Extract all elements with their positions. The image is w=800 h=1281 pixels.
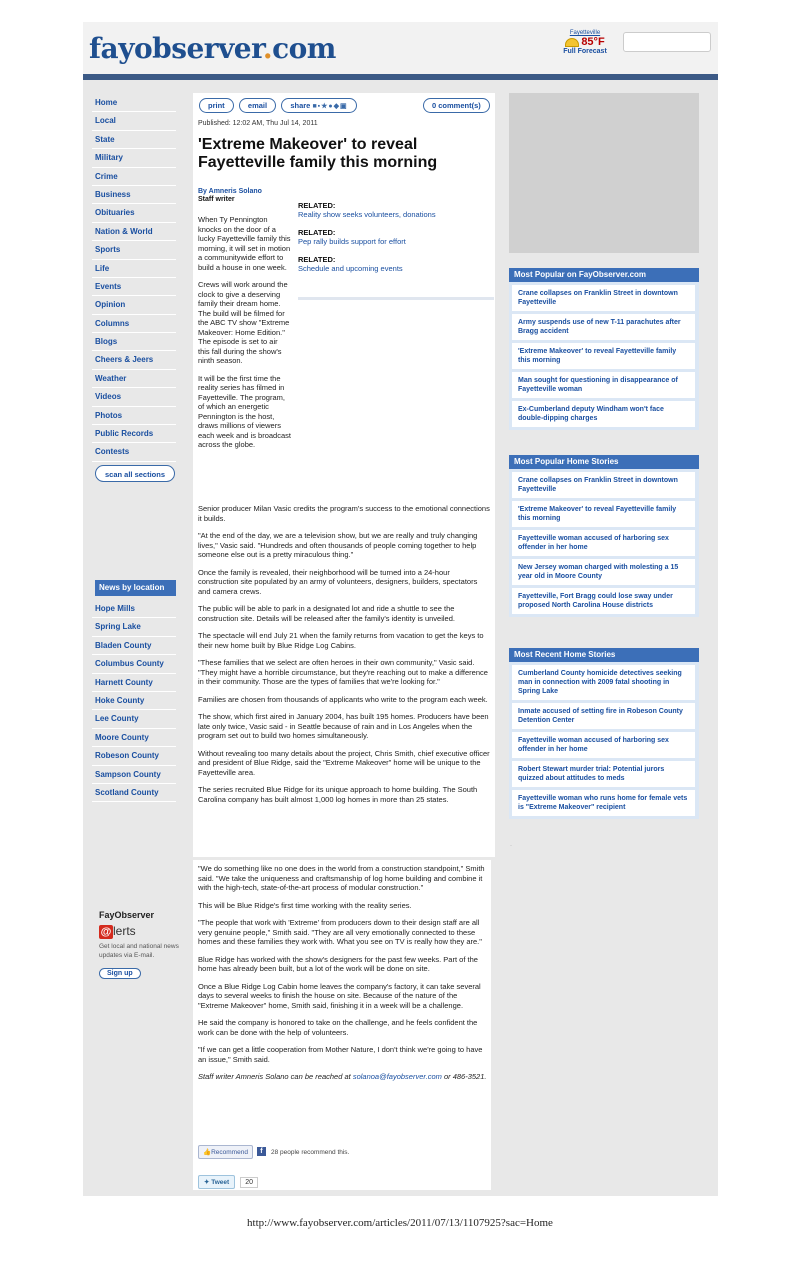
alerts-word: lerts: [113, 924, 136, 938]
signup-button[interactable]: Sign up: [99, 968, 141, 979]
nav-item-photos[interactable]: Photos: [92, 407, 176, 425]
weather-temp: 85°F: [581, 36, 605, 48]
article-paragraph: "We do something like no one does in the world from a construction standpoint," Smith said. "We take the uniqueness and craftsmanship of log home building and combine it with the high-tech, state-of-the-art process of modular construction.": [198, 864, 485, 892]
related-label: RELATED:: [298, 228, 336, 237]
related-item: [298, 228, 488, 246]
recommend-count: 28 people recommend this.: [270, 1149, 350, 1156]
recent-home-list: [509, 665, 699, 816]
byline-role: Staff writer: [198, 196, 235, 203]
location-item-scotland-county[interactable]: Scotland County: [92, 784, 176, 802]
article-paragraph: The series recruited Blue Ridge for its unique approach to home building. The South Carolina company has built almost 1,000 log homes in more than 25 states.: [198, 785, 478, 804]
story-link[interactable]: Man sought for questioning in disappearance of Fayetteville woman: [512, 372, 695, 398]
partly-cloudy-icon: [565, 38, 579, 47]
site-logo[interactable]: [89, 32, 336, 65]
article-paragraph: When Ty Pennington knocks on the door of a lucky Fayetteville family this morning, it will set in motion a communitywide effort to build a house in one week.: [198, 215, 291, 272]
nav-item-life[interactable]: Life: [92, 260, 176, 278]
twitter-bird-icon: ✦: [204, 1179, 210, 1186]
article-paragraph: Blue Ridge has worked with the show's designers for the past few weeks. Part of the home has already been built, but a lot of the work will be done on site.: [198, 954, 478, 973]
article-paragraph: "These families that we select are often heroes in their own community," Vasic said. "They might have a horrible circumstance, but they're reaching out to make a difference in their community. Those are the types of families that we're looking for.": [198, 658, 488, 686]
story-link[interactable]: Army suspends use of new T-11 parachutes after Bragg accident: [512, 314, 695, 340]
share-label: share: [290, 101, 311, 110]
scan-all-sections-button[interactable]: scan all sections: [95, 465, 175, 482]
alerts-description: Get local and national news updates via E-mail.: [99, 943, 179, 959]
article-paragraph: Without revealing too many details about the project, Chris Smith, chief executive officer and president of Blue Ridge, said the "Extreme Makeover" home will be unique to the Fayetteville area.: [198, 748, 490, 777]
story-link[interactable]: Fayetteville, Fort Bragg could lose sway under proposed North Carolina House districts: [512, 588, 695, 614]
location-nav: [92, 600, 176, 802]
comments-button[interactable]: 0 comment(s): [423, 98, 490, 113]
contact-prefix: Staff writer Amneris Solano can be reached at: [198, 1072, 353, 1081]
at-icon: @: [100, 926, 112, 938]
location-item-harnett-county[interactable]: Harnett County: [92, 674, 176, 692]
alerts-brand: FayObserver: [99, 910, 155, 920]
nav-item-events[interactable]: Events: [92, 278, 176, 296]
related-divider: [298, 297, 494, 300]
story-link[interactable]: Ex-Cumberland deputy Windham won't face double-dipping charges: [512, 401, 695, 427]
nav-item-cheers-jeers[interactable]: Cheers & Jeers: [92, 351, 176, 369]
nav-item-videos[interactable]: Videos: [92, 388, 176, 406]
page-url: http://www.fayobserver.com/articles/2011/07/13/1107925?sac=Home: [247, 1217, 553, 1229]
article-body: [198, 504, 490, 812]
related-item: [298, 255, 488, 273]
contact-suffix: or 486-3521.: [441, 1072, 487, 1081]
popular-home-section: [509, 455, 699, 617]
article-body-continued: [198, 864, 488, 1090]
story-link[interactable]: Fayetteville woman accused of harboring sex offender in her home: [512, 732, 695, 758]
nav-item-columns[interactable]: Columns: [92, 315, 176, 333]
weather-city[interactable]: Fayetteville: [569, 30, 601, 36]
popular-home-title: Most Popular Home Stories: [509, 455, 699, 469]
top-nav-bar: [83, 74, 718, 80]
article-paragraph: Families are chosen from thousands of applicants who write to the program each week.: [198, 694, 488, 704]
tweet-widget: [198, 1175, 258, 1189]
article-paragraph: "At the end of the day, we are a television show, but we are really and truly changing lives," Vasic said. "Hundreds and often thousands of people coming together to help someone else out is a pretty miraculous thing.": [198, 531, 478, 559]
article-paragraph: "The people that work with 'Extreme' from producers down to their design staff are all very genuine people," Smith said. "They are all very emotionally connected to these homes and these families they work with. What you see on TV is really how they are.": [198, 918, 482, 946]
advertisement[interactable]: [509, 93, 699, 253]
article-paragraph: Once a Blue Ridge Log Cabin home leaves the company's factory, it can take several days to several weeks to finish the house on site. Because of the nature of the "Extreme Makeover" home, Smith said, finishing it in a week will be a challenge.: [198, 981, 481, 1010]
nav-item-sports[interactable]: Sports: [92, 241, 176, 259]
location-item-columbus-county[interactable]: Columbus County: [92, 655, 176, 673]
byline-author[interactable]: By Amneris Solano: [198, 188, 262, 195]
article-paragraph: Senior producer Milan Vasic credits the program's success to the emotional connections it builds.: [198, 504, 490, 523]
site-header: [83, 22, 718, 74]
nav-item-state[interactable]: State: [92, 131, 176, 149]
related-label: RELATED:: [298, 255, 336, 264]
article-paragraph: "If we can get a little cooperation from Mother Nature, I don't think we're going to have an issue," Smith said.: [198, 1045, 483, 1064]
location-item-spring-lake[interactable]: Spring Lake: [92, 618, 176, 636]
story-link[interactable]: Crane collapses on Franklin Street in downtown Fayetteville: [512, 472, 695, 498]
location-item-sampson-county[interactable]: Sampson County: [92, 766, 176, 784]
full-forecast-link[interactable]: Full Forecast: [563, 48, 607, 55]
search-input[interactable]: [623, 32, 711, 52]
story-link[interactable]: Fayetteville woman who runs home for female vets is "Extreme Makeover" recipient: [512, 790, 695, 816]
byline: [198, 188, 262, 203]
tweet-count: 20: [240, 1177, 258, 1188]
article-paragraph: The spectacle will end July 21 when the family returns from vacation to get the keys to their new home built by Blue Ridge Log Cabins.: [198, 631, 484, 650]
news-by-location-header: News by location: [95, 580, 176, 596]
logo-main: fayobserver: [89, 32, 263, 65]
nav-item-business[interactable]: Business: [92, 186, 176, 204]
share-icons[interactable]: ■▪★●◆▣: [312, 103, 348, 110]
logo-tld: com: [272, 32, 336, 65]
section-nav: [92, 94, 176, 462]
most-popular-list: [509, 285, 699, 427]
location-item-moore-county[interactable]: Moore County: [92, 729, 176, 747]
email-alerts-widget: [99, 910, 179, 979]
contact-line: [198, 1072, 488, 1082]
related-link[interactable]: Schedule and upcoming events: [298, 264, 403, 273]
location-item-robeson-county[interactable]: Robeson County: [92, 747, 176, 765]
article-paragraph: The public will be able to park in a designated lot and ride a shuttle to see the construction site. Details will be released after the family's identity is unveiled.: [198, 604, 455, 623]
article-toolbar: [199, 98, 360, 113]
article-paragraph: It will be the first time the reality series has filmed in Fayetteville. The program, of which an energetic Pennington is the host, draws millions of viewers each week and is broadcast across the globe.: [198, 373, 291, 449]
location-item-hoke-county[interactable]: Hoke County: [92, 692, 176, 710]
nav-item-public-records[interactable]: Public Records: [92, 425, 176, 443]
nav-item-home[interactable]: Home: [92, 94, 176, 112]
share-button[interactable]: [281, 98, 356, 113]
nav-item-nation-world[interactable]: Nation & World: [92, 223, 176, 241]
nav-item-weather[interactable]: Weather: [92, 370, 176, 388]
facebook-recommend: [198, 1145, 349, 1159]
nav-item-crime[interactable]: Crime: [92, 168, 176, 186]
alerts-logo: [99, 924, 179, 939]
nav-item-opinion[interactable]: Opinion: [92, 296, 176, 314]
nav-item-contests[interactable]: Contests: [92, 443, 176, 461]
location-item-hope-mills[interactable]: Hope Mills: [92, 600, 176, 618]
tweet-button[interactable]: [198, 1175, 235, 1189]
thumbs-up-icon: 👍: [203, 1149, 212, 1156]
email-button[interactable]: email: [239, 98, 276, 113]
article-panel: [193, 93, 495, 857]
recent-home-section: [509, 648, 699, 819]
story-link[interactable]: Robert Stewart murder trial: Potential jurors quizzed about attitudes to meds: [512, 761, 695, 787]
article-paragraph: Once the family is revealed, their neighborhood will be turned into a 24-hour construction site populated by an army of volunteers, designers, builders, spectators and camera crews.: [198, 567, 478, 596]
article-paragraph: This will be Blue Ridge's first time working with the reality series.: [198, 900, 412, 910]
print-button[interactable]: print: [199, 98, 234, 113]
facebook-icon: f: [257, 1147, 266, 1156]
story-link[interactable]: 'Extreme Makeover' to reveal Fayetteville family this morning: [512, 501, 695, 527]
article-paragraph: The show, which first aired in January 2004, has built 195 homes. Producers have been late only twice, Vasic said - in Seattle because of rain and in Los Angeles when the program set out to build two homes simultaneously.: [198, 712, 489, 740]
story-link[interactable]: 'Extreme Makeover' to reveal Fayetteville family this morning: [512, 343, 695, 369]
story-link[interactable]: New Jersey woman charged with molesting a 15 year old in Moore County: [512, 559, 695, 585]
published-date: Published: 12:02 AM, Thu Jul 14, 2011: [198, 120, 318, 127]
tweet-label: Tweet: [211, 1179, 230, 1186]
related-links: [298, 201, 488, 282]
story-link[interactable]: Crane collapses on Franklin Street in downtown Fayetteville: [512, 285, 695, 311]
article-headline: 'Extreme Makeover' to reveal Fayetteville family this morning: [198, 136, 438, 171]
contact-email[interactable]: solanoa@fayobserver.com: [352, 1072, 442, 1081]
recommend-button[interactable]: [198, 1145, 253, 1159]
weather-widget[interactable]: [555, 30, 615, 55]
story-link[interactable]: Fayetteville woman accused of harboring sex offender in her home: [512, 530, 695, 556]
recommend-label: Recommend: [211, 1149, 248, 1156]
recent-home-title: Most Recent Home Stories: [509, 648, 699, 662]
most-popular-title: Most Popular on FayObserver.com: [509, 268, 699, 282]
popular-home-list: [509, 472, 699, 614]
article-paragraph: Crews will work around the clock to give a deserving family their dream home. The build will be filmed for the ABC TV show "Extreme Makeover: Home Edition." The episode is set to air this fall during the show's ninth season.: [198, 280, 290, 365]
article-body-narrow: [198, 215, 291, 458]
related-item: [298, 201, 488, 219]
story-link[interactable]: Inmate accused of setting fire in Robeson County Detention Center: [512, 703, 695, 729]
location-item-bladen-county[interactable]: Bladen County: [92, 637, 176, 655]
nav-item-blogs[interactable]: Blogs: [92, 333, 176, 351]
related-link[interactable]: Pep rally builds support for effort: [298, 237, 406, 246]
story-link[interactable]: Cumberland County homicide detectives seeking man in connection with 2009 fatal shooting in Spring Lake: [512, 665, 695, 700]
related-label: RELATED:: [298, 201, 336, 210]
nav-item-obituaries[interactable]: Obituaries: [92, 204, 176, 222]
article-paragraph: He said the company is honored to take on the challenge, and he feels confident the work can be done with the help of volunteers.: [198, 1018, 478, 1037]
spacer-mark: ·: [510, 843, 512, 849]
most-popular-section: [509, 268, 699, 430]
related-link[interactable]: Reality show seeks volunteers, donations: [298, 210, 436, 219]
article-continued-panel: [193, 860, 491, 1190]
location-item-lee-county[interactable]: Lee County: [92, 710, 176, 728]
logo-dot: .: [262, 32, 273, 65]
nav-item-local[interactable]: Local: [92, 112, 176, 130]
nav-item-military[interactable]: Military: [92, 149, 176, 167]
